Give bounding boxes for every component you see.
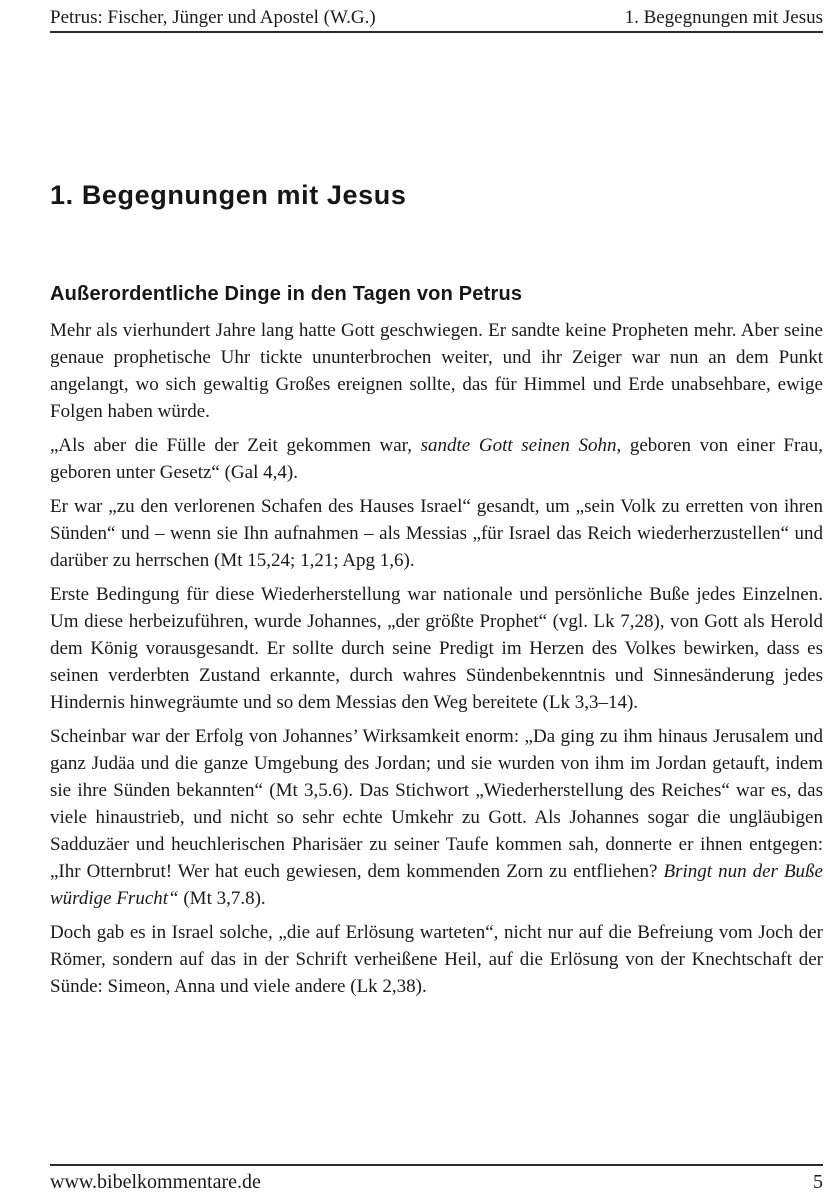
paragraph-run: Er war „zu den verlorenen Schafen des Hauses Israel“ gesandt, um „sein Volk zu erretten von ihren Sünden“ und – wenn sie Ihn aufnahmen – als Messias „für Israel das Reich wiederherzustellen“ und darüber zu herrschen (Mt 15,24; 1,21; Apg 1,6). [50,496,823,571]
body-text [50,317,823,1007]
header-right-text: 1. Begegnungen mit Jesus [624,7,823,28]
page-footer [50,1164,823,1194]
paragraph-run: geboren von einer Frau, geboren unter Gesetz“ (Gal 4,4). [50,435,823,483]
paragraph [50,317,823,425]
paragraph-run: Erste Bedingung für diese Wiederherstellung war nationale und persönliche Buße jedes Einzelnen. Um diese herbeizuführen, wurde Johannes, „der größte Prophet“ (vgl. Lk 7,28), von Gott als Herold dem König vorausgesandt. Er sollte durch seine Predigt im Herzen des Volkes bewirken, dass es seinen verderbten Zustand erkannte, durch wahres Sündenbekenntnis und Sinnesänderung jedes Hindernis hinwegräumte und so dem Messias den Weg bereitete (Lk 3,3–14). [50,584,823,713]
paragraph [50,432,823,486]
paragraph-run: Doch gab es in Israel solche, „die auf Erlösung warteten“, nicht nur auf die Befreiung vom Joch der Römer, sondern auf das in der Schrift verheißene Heil, auf die Erlösung von der Knechtschaft der Sünde: Simeon, Anna und viele andere (Lk 2,38). [50,922,823,997]
footer-site-text: www.bibelkommentare.de [50,1171,261,1193]
paragraph [50,919,823,1000]
paragraph-run: Scheinbar war der Erfolg von Johannes’ Wirksamkeit enorm: „Da ging zu ihm hinaus Jerusalem und ganz Judäa und die ganze Umgebung des Jordan; und sie wurden von ihm im Jordan getauft, indem sie ihre Sünden bekannten“ (Mt 3,5.6). Das Stichwort „Wiederherstellung des Reiches“ war es, das viele hinaustrieb, und nicht so sehr echte Umkehr zu Gott. Als Johannes sogar die ungläubigen Sadduzäer und heuchlerischen Pharisäer zu seiner Taufe kommen sah, donnerte er ihnen entgegen: „Ihr Otternbrut! Wer hat euch gewiesen, dem kommenden Zorn zu entfliehen? [50,726,823,882]
chapter-title: 1. Begegnungen mit Jesus [50,180,407,210]
paragraph [50,493,823,574]
page-header [50,7,823,33]
paragraph-run-italic: sandte Gott seinen Sohn, [420,435,622,456]
page-number: 5 [813,1171,823,1193]
paragraph-run: „Als aber die Fülle der Zeit gekommen war, [50,435,421,456]
paragraph-run-italic: Bringt nun der Buße würdige Frucht“ [50,861,823,909]
section-heading: Außerordentliche Dinge in den Tagen von Petrus [50,283,523,305]
paragraph-run: Mehr als vierhundert Jahre lang hatte Gott geschwiegen. Er sandte keine Propheten mehr. Aber seine genaue prophetische Uhr tickte ununterbrochen weiter, und ihr Zeiger war nun an dem Punkt angelangt, wo sich gewaltig Großes ereignen sollte, das für Himmel und Erde unabsehbare, ewige Folgen haben würde. [50,320,823,422]
paragraph [50,581,823,716]
header-left-text: Petrus: Fischer, Jünger und Apostel (W.G.) [50,7,376,28]
paragraph-run: (Mt 3,7.8). [178,888,266,909]
paragraph [50,723,823,912]
